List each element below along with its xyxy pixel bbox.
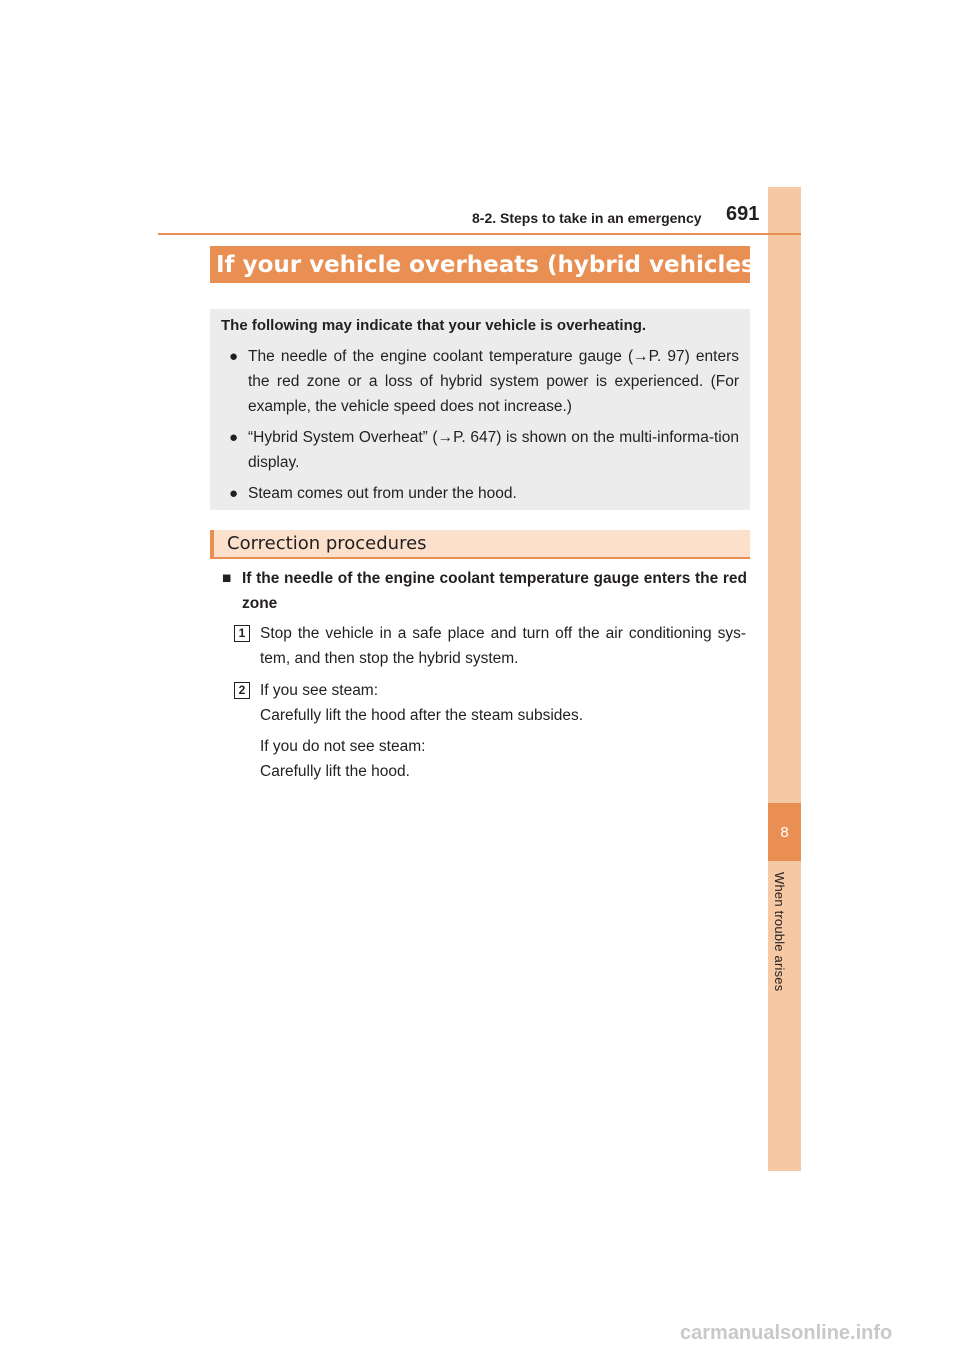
procedure-heading — [222, 566, 747, 616]
page-title-bar — [210, 246, 766, 283]
chapter-title: When trouble arises — [772, 872, 787, 992]
header-rule — [158, 233, 801, 235]
procedure-heading-text: If the needle of the engine coolant temperature gauge enters the red zone — [242, 570, 747, 612]
correction-procedures-bar — [210, 530, 750, 559]
step-note-line: Carefully lift the hood. — [260, 763, 410, 780]
list-item-text: Steam comes out from under the hood. — [248, 485, 517, 502]
indicators-intro: The following may indicate that your vehicle is overheating. — [221, 317, 647, 334]
list-item — [221, 481, 739, 506]
footer-watermark: carmanualsonline.info — [680, 1322, 893, 1344]
list-item-text: The needle of the engine coolant temperature gauge (→P. 97) enters the red zone or a loss of hybrid system power is experienced. (For example, the vehicle speed does not increase.) — [248, 348, 739, 415]
chapter-number-badge — [768, 803, 801, 861]
bullet-icon: ● — [229, 429, 239, 446]
procedure-step — [234, 678, 746, 728]
list-item-text: “Hybrid System Overheat” (→P. 647) is shown on the multi-informa-tion display. — [248, 429, 739, 471]
square-bullet-icon: ■ — [222, 570, 232, 587]
step-note-line: If you do not see steam: — [260, 738, 426, 755]
overheat-indicators-box — [210, 309, 750, 510]
step-number-badge: 1 — [234, 625, 250, 642]
bullet-icon: ● — [229, 485, 239, 502]
bullet-icon: ● — [229, 348, 239, 365]
correction-procedures-title: Correction procedures — [227, 533, 427, 554]
list-item — [221, 344, 739, 419]
page-number: 691 — [726, 203, 760, 225]
chapter-number: 8 — [780, 823, 789, 841]
section-header: 8-2. Steps to take in an emergency — [472, 210, 702, 226]
list-item — [221, 425, 739, 475]
step-note — [260, 734, 746, 784]
chapter-side-tab — [768, 187, 801, 1171]
step-number-badge: 2 — [234, 682, 250, 699]
step-text: If you see steam: — [260, 682, 379, 699]
step-text: Carefully lift the hood after the steam subsides. — [260, 707, 584, 724]
step-text: Stop the vehicle in a safe place and turn off the air conditioning sys-tem, and then stop the hybrid system. — [260, 625, 746, 667]
page-title: If your vehicle overheats (hybrid vehicles) — [216, 251, 766, 278]
procedure-step — [234, 621, 746, 671]
